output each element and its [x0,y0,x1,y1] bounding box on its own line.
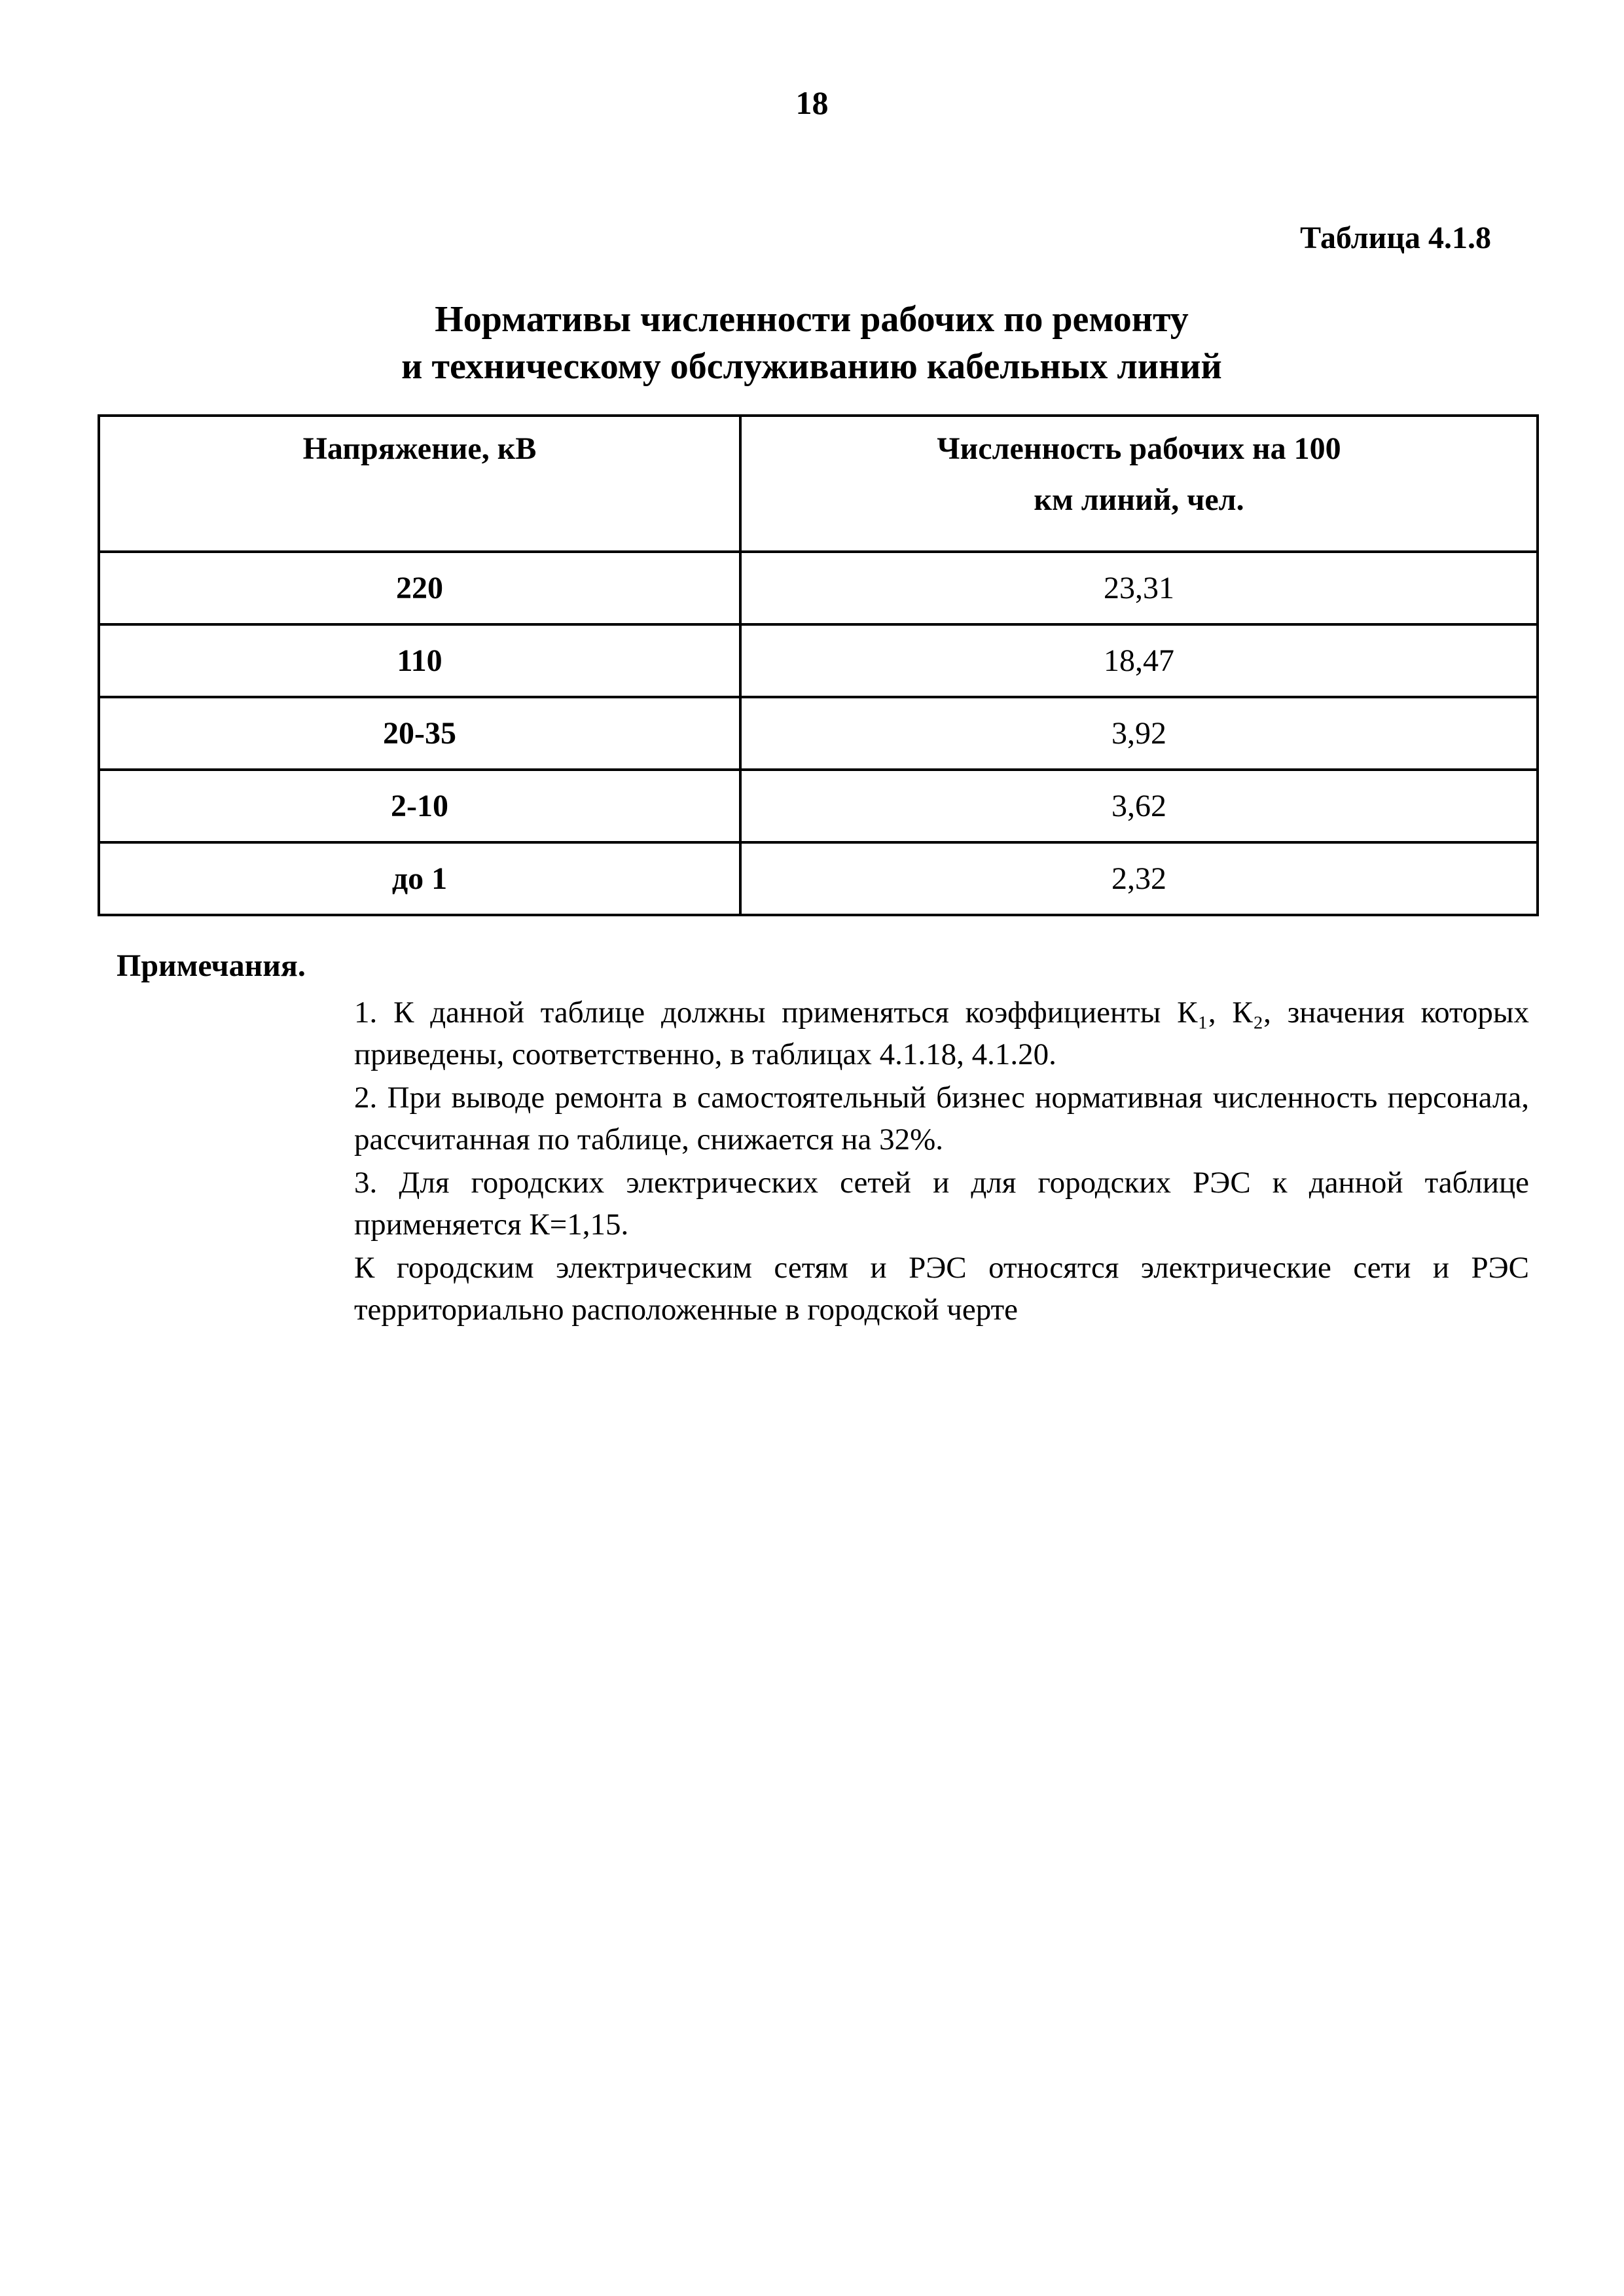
workers-cell: 18,47 [740,624,1538,697]
note-4: К городским электрическим сетям и РЭС относятся электрические сети и РЭС территориально расположенные в городской черте [354,1251,1529,1327]
voltage-cell: 110 [99,624,740,697]
workers-cell: 3,92 [740,697,1538,770]
voltage-cell: 220 [99,552,740,624]
table-title-line-1: Нормативы численности рабочих по ремонту [435,299,1189,340]
voltage-cell: до 1 [99,842,740,915]
table-label: Таблица 4.1.8 [1300,221,1491,255]
table-row [99,552,1538,624]
note-3: 3. Для городских электрических сетей и для городских РЭС к данной таблице применяется К=1,15. [354,1166,1529,1242]
table-title-line-2: и техническому обслуживанию кабельных линий [401,346,1222,387]
workers-cell: 2,32 [740,842,1538,915]
workers-cell: 23,31 [740,552,1538,624]
table-row [99,770,1538,842]
table-title [262,296,1362,390]
notes-heading: Примечания. [117,948,306,983]
table-row [99,697,1538,770]
voltage-cell: 2-10 [99,770,740,842]
notes-list [354,992,1529,1332]
workers-cell: 3,62 [740,770,1538,842]
table-header-row [99,416,1538,552]
header-workers [740,416,1538,552]
header-workers-label: Численность рабочих на 100 км линий, чел. [937,431,1341,517]
header-voltage: Напряжение, кВ [99,416,740,552]
table-row [99,624,1538,697]
table-row [99,842,1538,915]
note-2: 2. При выводе ремонта в самостоятельный бизнес нормативная численность персонала, рассчитанная по таблице, снижается на 32%. [354,1081,1529,1157]
page-number: 18 [795,84,829,121]
norms-table [98,414,1539,916]
voltage-cell: 20-35 [99,697,740,770]
note-1: 1. К данной таблице должны применяться коэффициенты К₁, К₂, значения которых приведены, соответственно, в таблицах 4.1.18, 4.1.20. [354,996,1529,1071]
